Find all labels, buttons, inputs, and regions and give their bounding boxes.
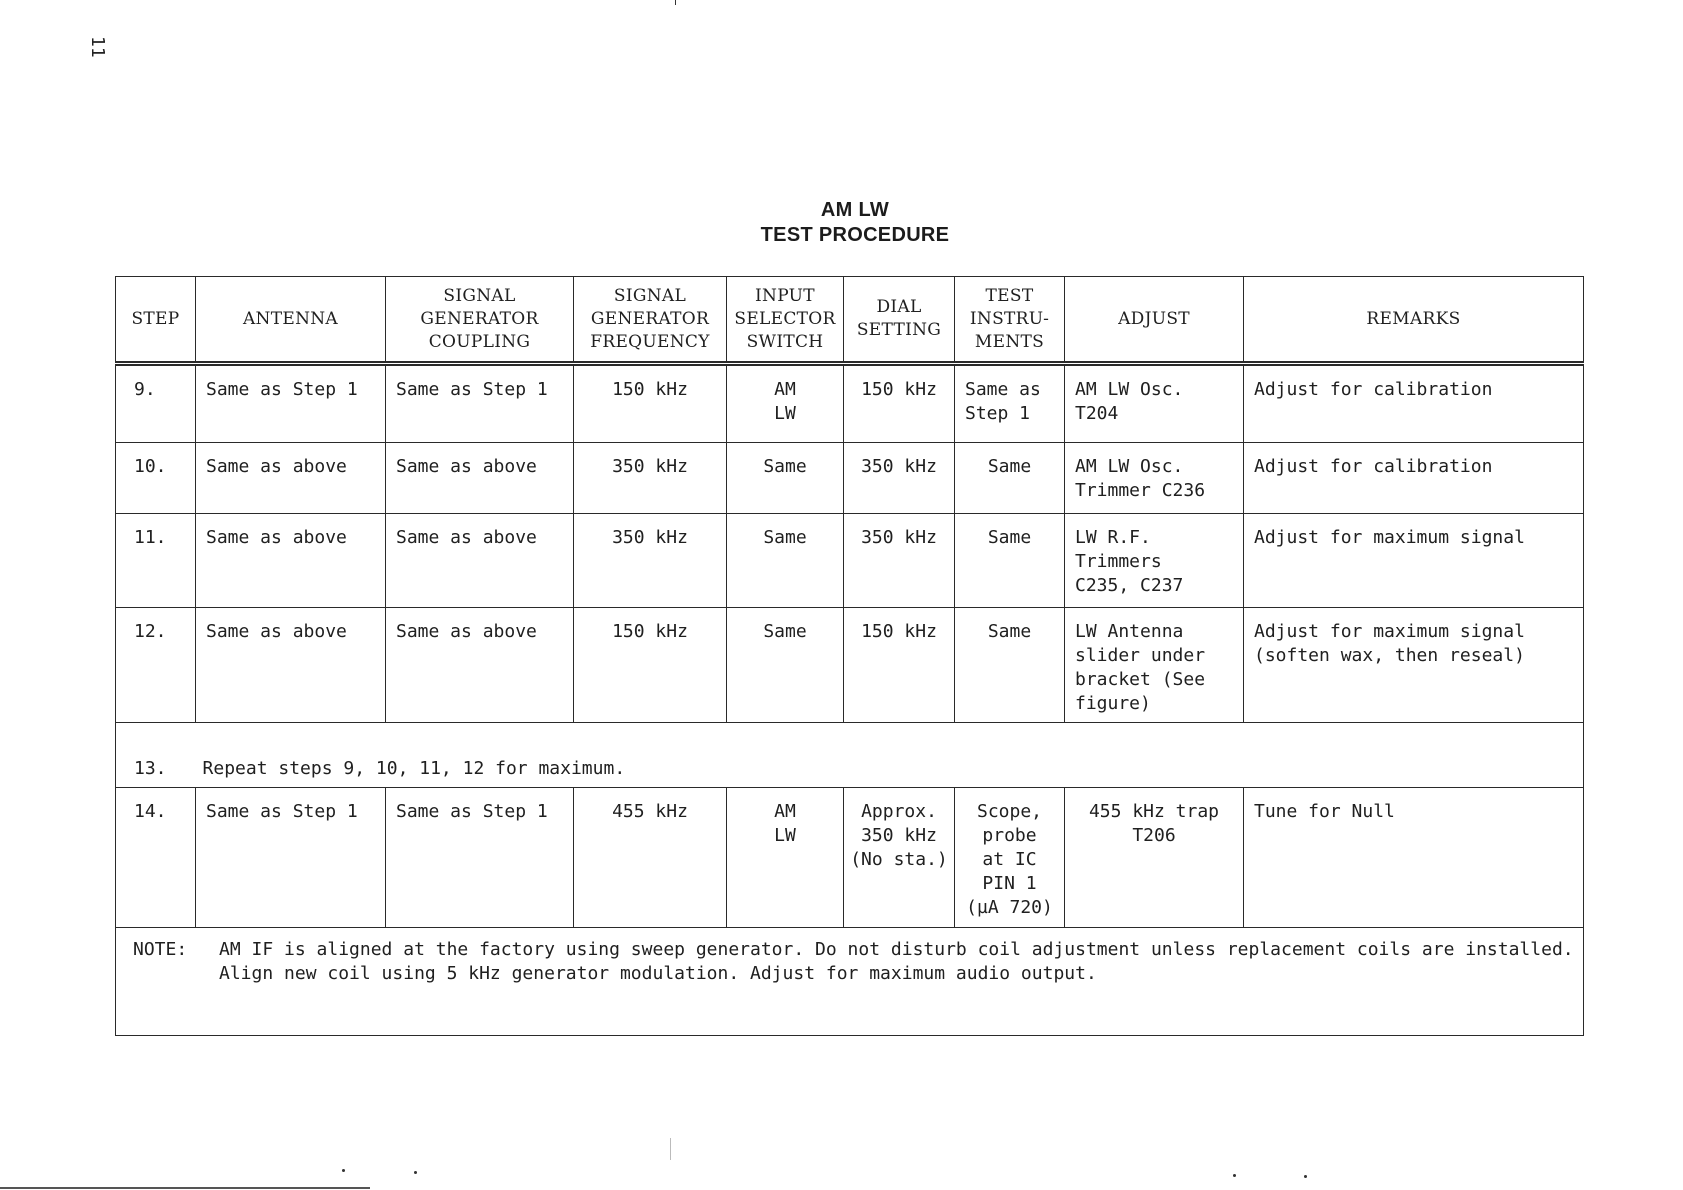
selector-value: Same: [763, 456, 807, 477]
scan-dot: [342, 1169, 345, 1172]
frequency-value: 350 kHz: [612, 456, 688, 477]
selector-cell: [727, 443, 844, 514]
dial-value: Approx. 350 kHz (No sta.): [850, 801, 948, 870]
dial-value: 150 kHz: [861, 379, 937, 400]
selector-value: Same: [763, 621, 807, 642]
instruments-cell: [955, 788, 1065, 928]
coupling-value: Same as Step 1: [396, 801, 548, 822]
scan-dot: [1233, 1174, 1236, 1177]
header-dial-setting: DIAL SETTING: [844, 277, 955, 364]
instruments-cell: [955, 443, 1065, 514]
frequency-value: 350 kHz: [612, 527, 688, 548]
header-row: [116, 277, 1584, 364]
scan-edge-line: [0, 1187, 370, 1189]
antenna-cell: [196, 443, 386, 514]
table-row: [116, 443, 1584, 514]
title-line-2: TEST PROCEDURE: [760, 224, 950, 246]
scan-dot: [1304, 1175, 1307, 1178]
coupling-cell: [386, 514, 574, 608]
coupling-cell: [386, 364, 574, 443]
dial-cell: [844, 608, 955, 723]
instruments-cell: [955, 364, 1065, 443]
frequency-cell: [574, 443, 727, 514]
selector-value: Same: [763, 527, 807, 548]
step-number: 14.: [134, 801, 167, 822]
note-text: AM IF is aligned at the factory using sweep generator. Do not disturb coil adjustment unless replacement coils are installed. Align new coil using 5 kHz generator modulation. Adjust for maximum audio output.: [219, 939, 1574, 984]
header-test-instruments: TEST INSTRU- MENTS: [955, 277, 1065, 364]
repeat-cell: [116, 723, 1584, 788]
dial-cell: [844, 364, 955, 443]
remarks-value: Tune for Null: [1254, 801, 1395, 822]
step-number: 12.: [134, 621, 167, 642]
header-antenna: ANTENNA: [196, 277, 386, 364]
remarks-value: Adjust for maximum signal: [1254, 527, 1525, 548]
frequency-value: 455 kHz: [612, 801, 688, 822]
selector-cell: [727, 788, 844, 928]
step-number: 11.: [134, 527, 167, 548]
selector-value: AM LW: [774, 379, 796, 424]
coupling-cell: [386, 608, 574, 723]
antenna-cell: [196, 364, 386, 443]
instruments-cell: [955, 514, 1065, 608]
scan-mark: [675, 0, 676, 5]
adjust-value: AM LW Osc. Trimmer C236: [1075, 456, 1206, 501]
dial-cell: [844, 443, 955, 514]
coupling-value: Same as above: [396, 621, 537, 642]
dial-cell: [844, 514, 955, 608]
remarks-cell: [1244, 364, 1584, 443]
instruments-value: Same: [987, 456, 1032, 477]
header-step: STEP: [116, 277, 196, 364]
scan-dot: [414, 1171, 417, 1174]
step-cell: [116, 608, 196, 723]
frequency-cell: [574, 788, 727, 928]
coupling-value: Same as above: [396, 456, 537, 477]
coupling-value: Same as Step 1: [396, 379, 548, 400]
header-input-selector-switch: INPUT SELECTOR SWITCH: [727, 277, 844, 364]
selector-cell: [727, 514, 844, 608]
selector-cell: [727, 364, 844, 443]
step-number: 9.: [134, 379, 156, 400]
instruments-value: Scope, probe at IC PIN 1 (µA 720): [966, 801, 1053, 918]
step-cell: [116, 443, 196, 514]
header-remarks: REMARKS: [1244, 277, 1584, 364]
step-number: 13.: [134, 758, 167, 779]
antenna-value: Same as above: [206, 621, 347, 642]
selector-cell: [727, 608, 844, 723]
adjust-value: LW R.F. Trimmers C235, C237: [1075, 527, 1184, 596]
note-label: NOTE:: [133, 939, 188, 960]
antenna-value: Same as Step 1: [206, 379, 358, 400]
frequency-cell: [574, 514, 727, 608]
instruments-value: Same: [987, 527, 1032, 548]
adjust-value: AM LW Osc. T204: [1075, 379, 1184, 424]
coupling-cell: [386, 788, 574, 928]
step-cell: [116, 514, 196, 608]
adjust-value: 455 kHz trap T206: [1088, 801, 1220, 846]
frequency-cell: [574, 364, 727, 443]
remarks-cell: [1244, 443, 1584, 514]
coupling-value: Same as above: [396, 527, 537, 548]
remarks-cell: [1244, 788, 1584, 928]
instruments-value: Same as Step 1: [965, 379, 1041, 424]
table-row: [116, 364, 1584, 443]
instruments-cell: [955, 608, 1065, 723]
frequency-cell: [574, 608, 727, 723]
scan-mark: [670, 1138, 671, 1160]
table-row-repeat: [116, 723, 1584, 788]
note-row: [116, 928, 1584, 1036]
table-row: [116, 514, 1584, 608]
repeat-instruction: Repeat steps 9, 10, 11, 12 for maximum.: [202, 758, 626, 779]
remarks-cell: [1244, 608, 1584, 723]
selector-value: AM LW: [774, 801, 796, 846]
step-cell: [116, 364, 196, 443]
dial-value: 350 kHz: [861, 527, 937, 548]
header-signal-generator-frequency: SIGNAL GENERATOR FREQUENCY: [574, 277, 727, 364]
table-row: [116, 608, 1584, 723]
note-cell: [116, 928, 1584, 1036]
adjust-cell: [1065, 443, 1244, 514]
header-adjust: ADJUST: [1065, 277, 1244, 364]
dial-cell: [844, 788, 955, 928]
instruments-value: Same: [987, 621, 1032, 642]
remarks-value: Adjust for calibration: [1254, 456, 1493, 477]
header-signal-generator-coupling: SIGNAL GENERATOR COUPLING: [386, 277, 574, 364]
remarks-cell: [1244, 514, 1584, 608]
dial-value: 150 kHz: [861, 621, 937, 642]
document-title: [0, 198, 1683, 248]
adjust-value: LW Antenna slider under bracket (See figure): [1075, 621, 1206, 714]
frequency-value: 150 kHz: [612, 621, 688, 642]
coupling-cell: [386, 443, 574, 514]
antenna-value: Same as above: [206, 456, 347, 477]
dial-value: 350 kHz: [861, 456, 937, 477]
frequency-value: 150 kHz: [612, 379, 688, 400]
antenna-cell: [196, 608, 386, 723]
adjust-cell: [1065, 608, 1244, 723]
step-number: 10.: [134, 456, 167, 477]
step-cell: [116, 788, 196, 928]
adjust-cell: [1065, 514, 1244, 608]
page-number: 11: [87, 36, 108, 58]
table-row: [116, 788, 1584, 928]
antenna-value: Same as Step 1: [206, 801, 358, 822]
remarks-value: Adjust for maximum signal (soften wax, then reseal): [1254, 621, 1525, 666]
title-line-1: AM LW: [820, 199, 890, 221]
adjust-cell: [1065, 788, 1244, 928]
adjust-cell: [1065, 364, 1244, 443]
antenna-cell: [196, 514, 386, 608]
test-procedure-table: [115, 276, 1584, 1036]
antenna-cell: [196, 788, 386, 928]
remarks-value: Adjust for calibration: [1254, 379, 1493, 400]
antenna-value: Same as above: [206, 527, 347, 548]
